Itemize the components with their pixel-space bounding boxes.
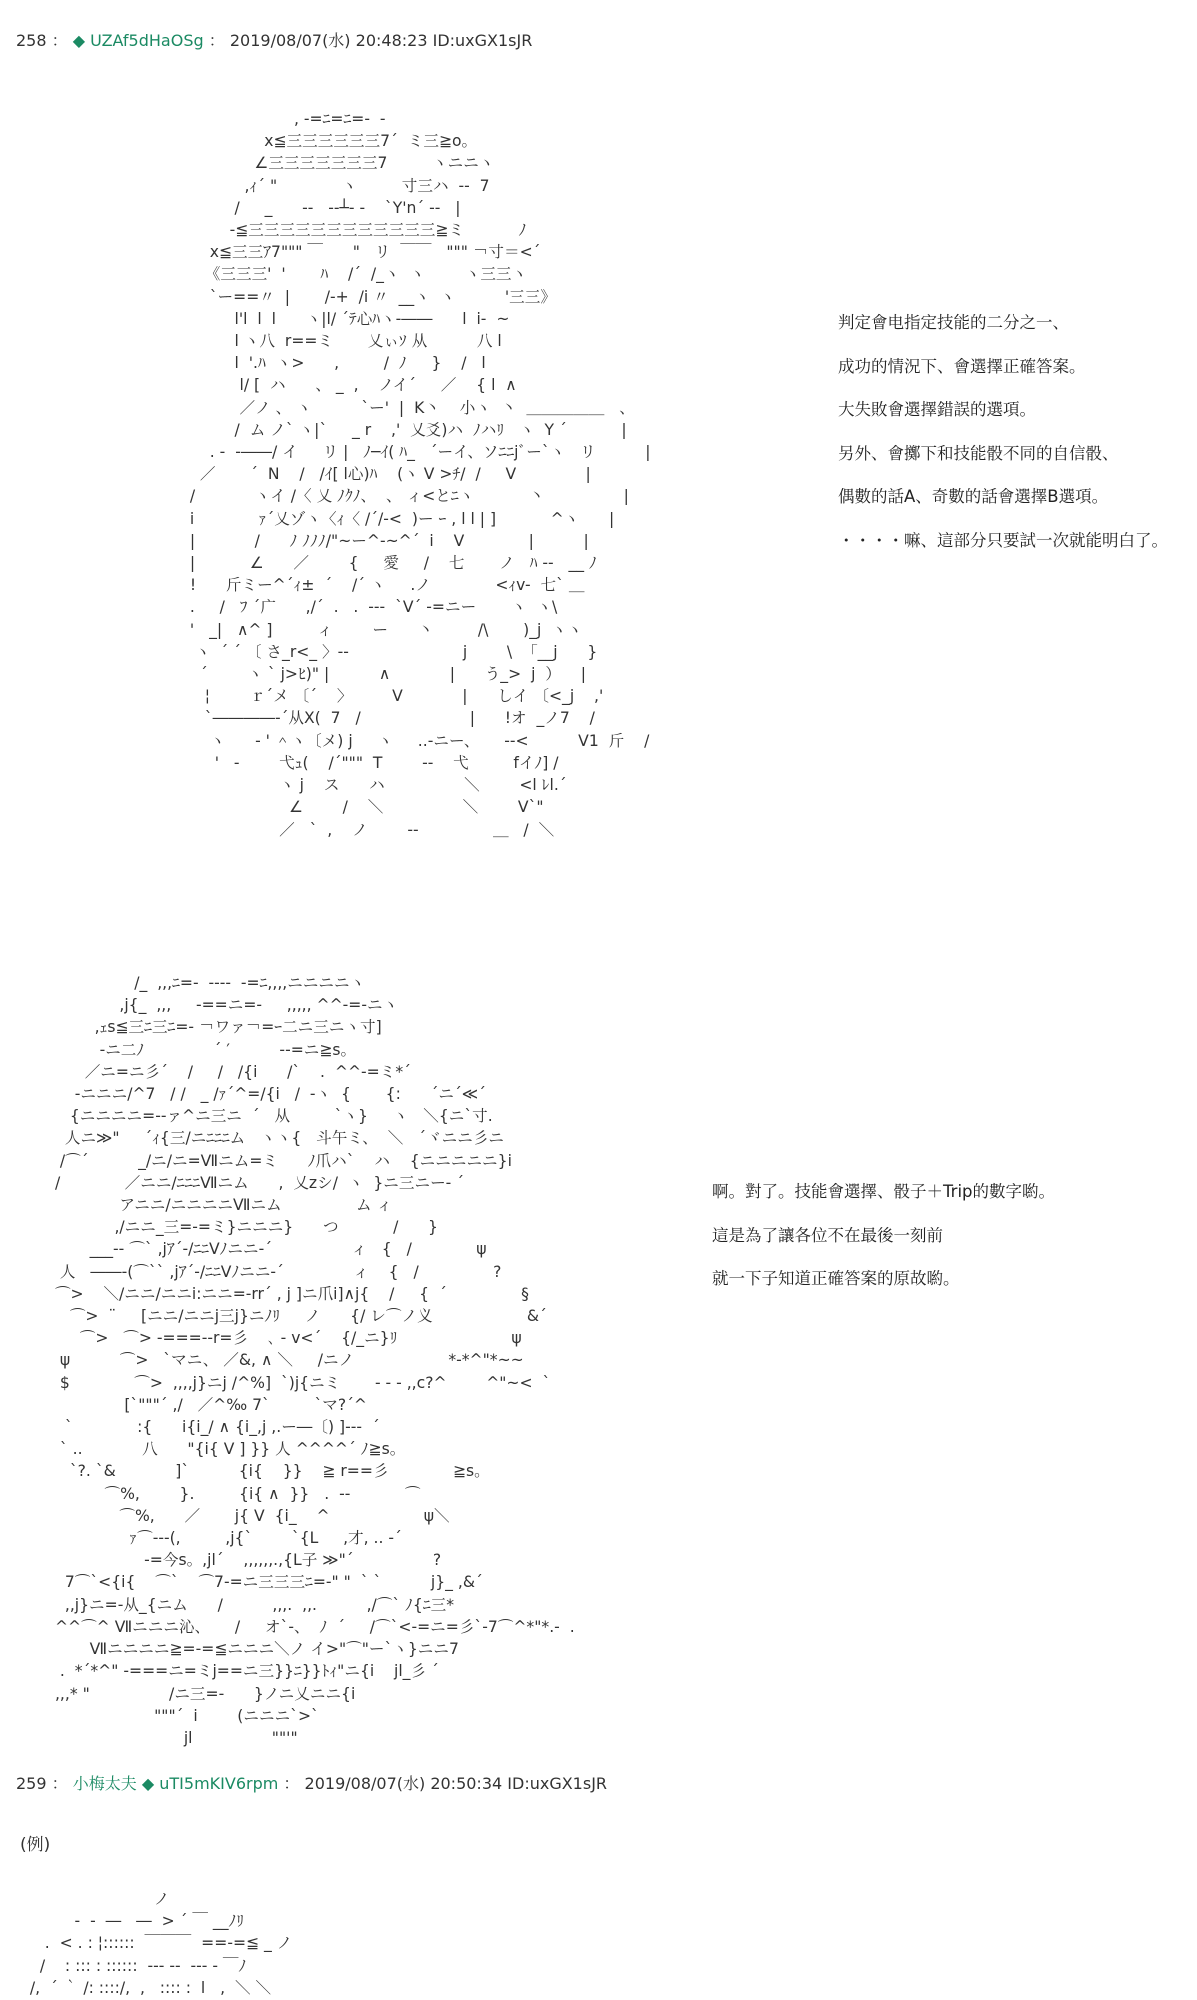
post-header [16,1771,607,1794]
narration-line: 這是為了讓各位不在最後一刻前 [712,1225,943,1245]
narration-line: 成功的情況下、會選擇正確答案。 [838,356,1086,376]
trip-diamond-icon: ◆ [72,31,86,50]
narration-line: 啊。對了。技能會選擇、骰子＋Trip的數字喲。 [712,1182,1055,1201]
ascii-art-bottom: /_ ,,,ﾆ=- -‐‐- -=ﾆ,,,,ニニニニヽ ,j{_ ,,, -==ニ=‐ ,,,,, ^^-=-ニヽ ,ｪs≦三ﾆ三ﾆ=- ￢ワァ￢=ｰ二ニ三ニヽ寸] -ニ二ﾉ ´ ′ ‐‐=ニ≧s。 ／ニ=ニ彡´ / / /{i /` . ^^-=ミ*´ -ニニニ/^7 / / _ /ｧ´^=/{i / ‐ヽ { {: ´ニ´≪´ {ニニニニ=-‐ァ^ニ三ニ ´ 从 `ヽ} ヽ ＼{ニ`寸. 人ニ≫" ´ｨ{三/ニﾆﾆﾆム ヽヽ{ 斗午ミ、 ＼ ´ヾニニ彡ニ /⌒´ _/ニ/ニ=Ⅶニム=ミ ﾉ爪ハ` ハ {ニニニニニ}i / ／ニニ/ﾆﾆﾆⅦニム , 乂zシ/ ヽ }ニ三ニー‐ ´ アニニ/ニニニニⅦニム ム ィ ,/ニニ_三=-=ミ}ニニニ} つ / } ___‐‐ ⌒` ,jｱ´-/ﾆﾆVﾉニニ‐´ ィ { / ψ 人 ――-(⌒`` ,jｱ´-/ﾆﾆVﾉニニ‐´ ィ { / ? ⌒> ＼/ニニ/ニニi:ニニ=-rr´ , j ]ニ爪i]∧j{ / { ´ § ⌒> ¨ [ニニ/ニニj三j}ニﾉﾘ ノ {/ レ⌒ノ义 &´ ⌒> ⌒> ‐===-‐r=彡 ､ - v<´ {/_ニ}ﾘ ψ ψ ⌒> `マニ、 ／&, ∧ ＼ /ニノ *‐*^"*~~ $ ⌒> ,,,,j}ニj /^%] `)j{ニミ ‐ - ‐ ,,c?^ ^"~< ` [`"""´ ,/ ／^‰ 7` `マ?´^ ` :{ i{i_/ ∧ {i_,j ,.ー―〔) ]‐‐‐ ´ ` .. 八 "{i{ V ] }} 人 ^^^^´ ﾉ≧s。 `?. `& ]` {i{ }} ≧ r==彡 ≧s。 ⌒%, }. {i{ ∧ }} . -‐ ⌒ ⌒%, ／ j{ V {i_ ^ ψ＼ ｧ⌒‐--(, ,j{` `{L ,才, .. -´ -=今s。,jl´ ,,,,,,.,{L子 ≫"´ ? 7⌒`<{i{ ⌒` ⌒7-=ニ三三三ﾆ=-" " ` ` j}_ ,&´ ,,j}ニ=‐从_{ニム / ,,,. ,,. ,/⌒` ﾉ{ﾆ三* ^^⌒^ Ⅶニニニ沁、 / オ`‐、 ﾉ ´ /⌒`<-=ニ=彡`‐7⌒^*"*.- . Ⅶニニニニ≧=-=≦ニニニ＼ノ イ>"⌒"ー`ヽ}ニニ7 . *´*^" ‐===ニ=ミj==ニ三}}ﾆ}}ﾄｨ"ニ{i jl_彡 ´ ,,,* " /ニ三=- }ノニ乂ニニ{i """´ i (ニニニ`>` jl ""'" [54,974,575,1747]
poster-id[interactable]: ID:uxGX1sJR [432,31,533,50]
post-number: 258 [16,31,47,50]
post-datetime: 2019/08/07(水) 20:50:34 [304,1774,503,1793]
narration-line: 大失敗會選擇錯誤的選項。 [838,400,1036,419]
trip-diamond-icon: ◆ [141,1774,155,1793]
example-label: (例) [20,1835,51,1855]
narration-line: 另外、會擲下和技能骰不同的自信骰、 [838,443,1119,463]
post-datetime: 2019/08/07(水) 20:48:23 [229,31,428,50]
separator: ： [51,1774,68,1793]
ascii-art-fragment: ノ - - ― ― > ´ ￣ __ﾉﾘ . < . : ¦:::::: ￣￣￣ ==-=≦ _ ノ / : ::: : :::::: ‐‐‐ ‐‐ ‐-‐ ‐ ￣ﾉ /, ´ ｀ /: ::::/, , :::: : l , ＼ ＼ [29,1890,293,1997]
narration-bottom [712,1170,1055,1301]
separator: ： [208,31,225,50]
ascii-art-top: , -=ﾆ=ﾆ=- - x≦三三三三三三7´ ミ三≧o。 ∠三三三三三三三7 ヽニニヽ ,ｨ´ " ヽ 寸三ハ -‐ 7 / _ -- -‐┴‐ - `Y'n´ -‐ | -≦三三三三三三三三三三三三≧ミ ﾉ x≦三三ｱ7""" ￣ " リ ￣￣ """ ￢寸＝<´ 《三三三' ' ﾊ /´ /_ヽ ヽ ヽ三三ヽ `ー==〃 | /-+ /i 〃 __ヽ ヽ '三三》 l'l l l ヽ|l/ ´ﾃ心ﾊヽ‐―― l i- ~ l ヽ八 r==ミ 乂ぃｿ 从 八 l l '.ﾊ ヽ> , / ﾉ } / l l/ [ ハ 、 _ , ノイ´ ／ { l ∧ ／ノ 、 ヽ `ー' | K丶 小ヽ 丶 ＿＿＿＿＿ 、 / ム ノ` ヽ|` _ r ,' 乂爻)ハ ﾉハﾘ ヽ Y ´ | . - ‐――/ イ リ | ﾉ─ｲ( ﾊ_ ´ーイ、ソﾆﾆjﾞー`ヽ リ | ／ ´ N / /ｲ[ l心)ﾊ (ヽ V >ﾁ/ / V | / ヽイ /〈 乂 ﾉｸﾉ、 、 ィ<とﾆヽ 丶 | i ｧ´乂ゾヽ〈ｨ〈 /´/‐< )ー ｰ , l l | ] ^ヽ | | / ﾉ ﾉﾉﾉ/"~ー^-~^´ i V | | | ∠ ／ { 愛 / 七 ノ ﾊ ‐‐ __ ﾉ ! 斤ミー^´ｨ± ´ /´ ヽ .ノ <ｨv- 七` ＿ . / ﾌ ´广 ,/´ . . --- `V´ -=ニー ヽ ヽ\ ' _| ∧^ ] ィ ー 丶 /\ )_j ヽヽ ヽ ´ ´ 〔 さ_r<_ 〉-‐ j \ 「__j } ´ ヽ ` j>ﾋ)" | ∧ | う_> j ） | ¦ ｒ´メ 〔´ 〉 V | しイ 〔<_j ,' `――――‐´从X( 7 / | !オ _ノ7 / ヽ ‐ ' ＾ヽ〔メ) j ヽ ..-ニー、 --< V1 斤 / ' - 弋ｭ( /´""" T -- 弋 fイﾉ] / ヽ j ス ハ ＼ <l ﾚl.´ ∠ / ＼ ＼ V`" ／ ` , ノ ‐‐ ＿ / ＼ [189,110,651,839]
poster-trip[interactable]: uTI5mKIV6rpm [159,1774,279,1793]
post-header [16,28,532,51]
narration-line: 偶數的話A、奇數的話會選擇B選項。 [838,487,1109,506]
poster-name[interactable]: 小梅太夫 [72,1774,137,1793]
narration-line: ・・・・嘛、這部分只要試一次就能明白了。 [838,530,1168,550]
narration-line: 就一下子知道正確答案的原故喲。 [712,1269,960,1288]
separator: ： [283,1774,300,1793]
separator: ： [51,31,68,50]
narration-line: 判定會电指定技能的二分之一、 [838,313,1069,332]
narration-top [838,301,1168,562]
post-number: 259 [16,1774,47,1793]
poster-id[interactable]: ID:uxGX1sJR [507,1774,608,1793]
poster-trip[interactable]: UZAf5dHaOSg [90,31,204,50]
